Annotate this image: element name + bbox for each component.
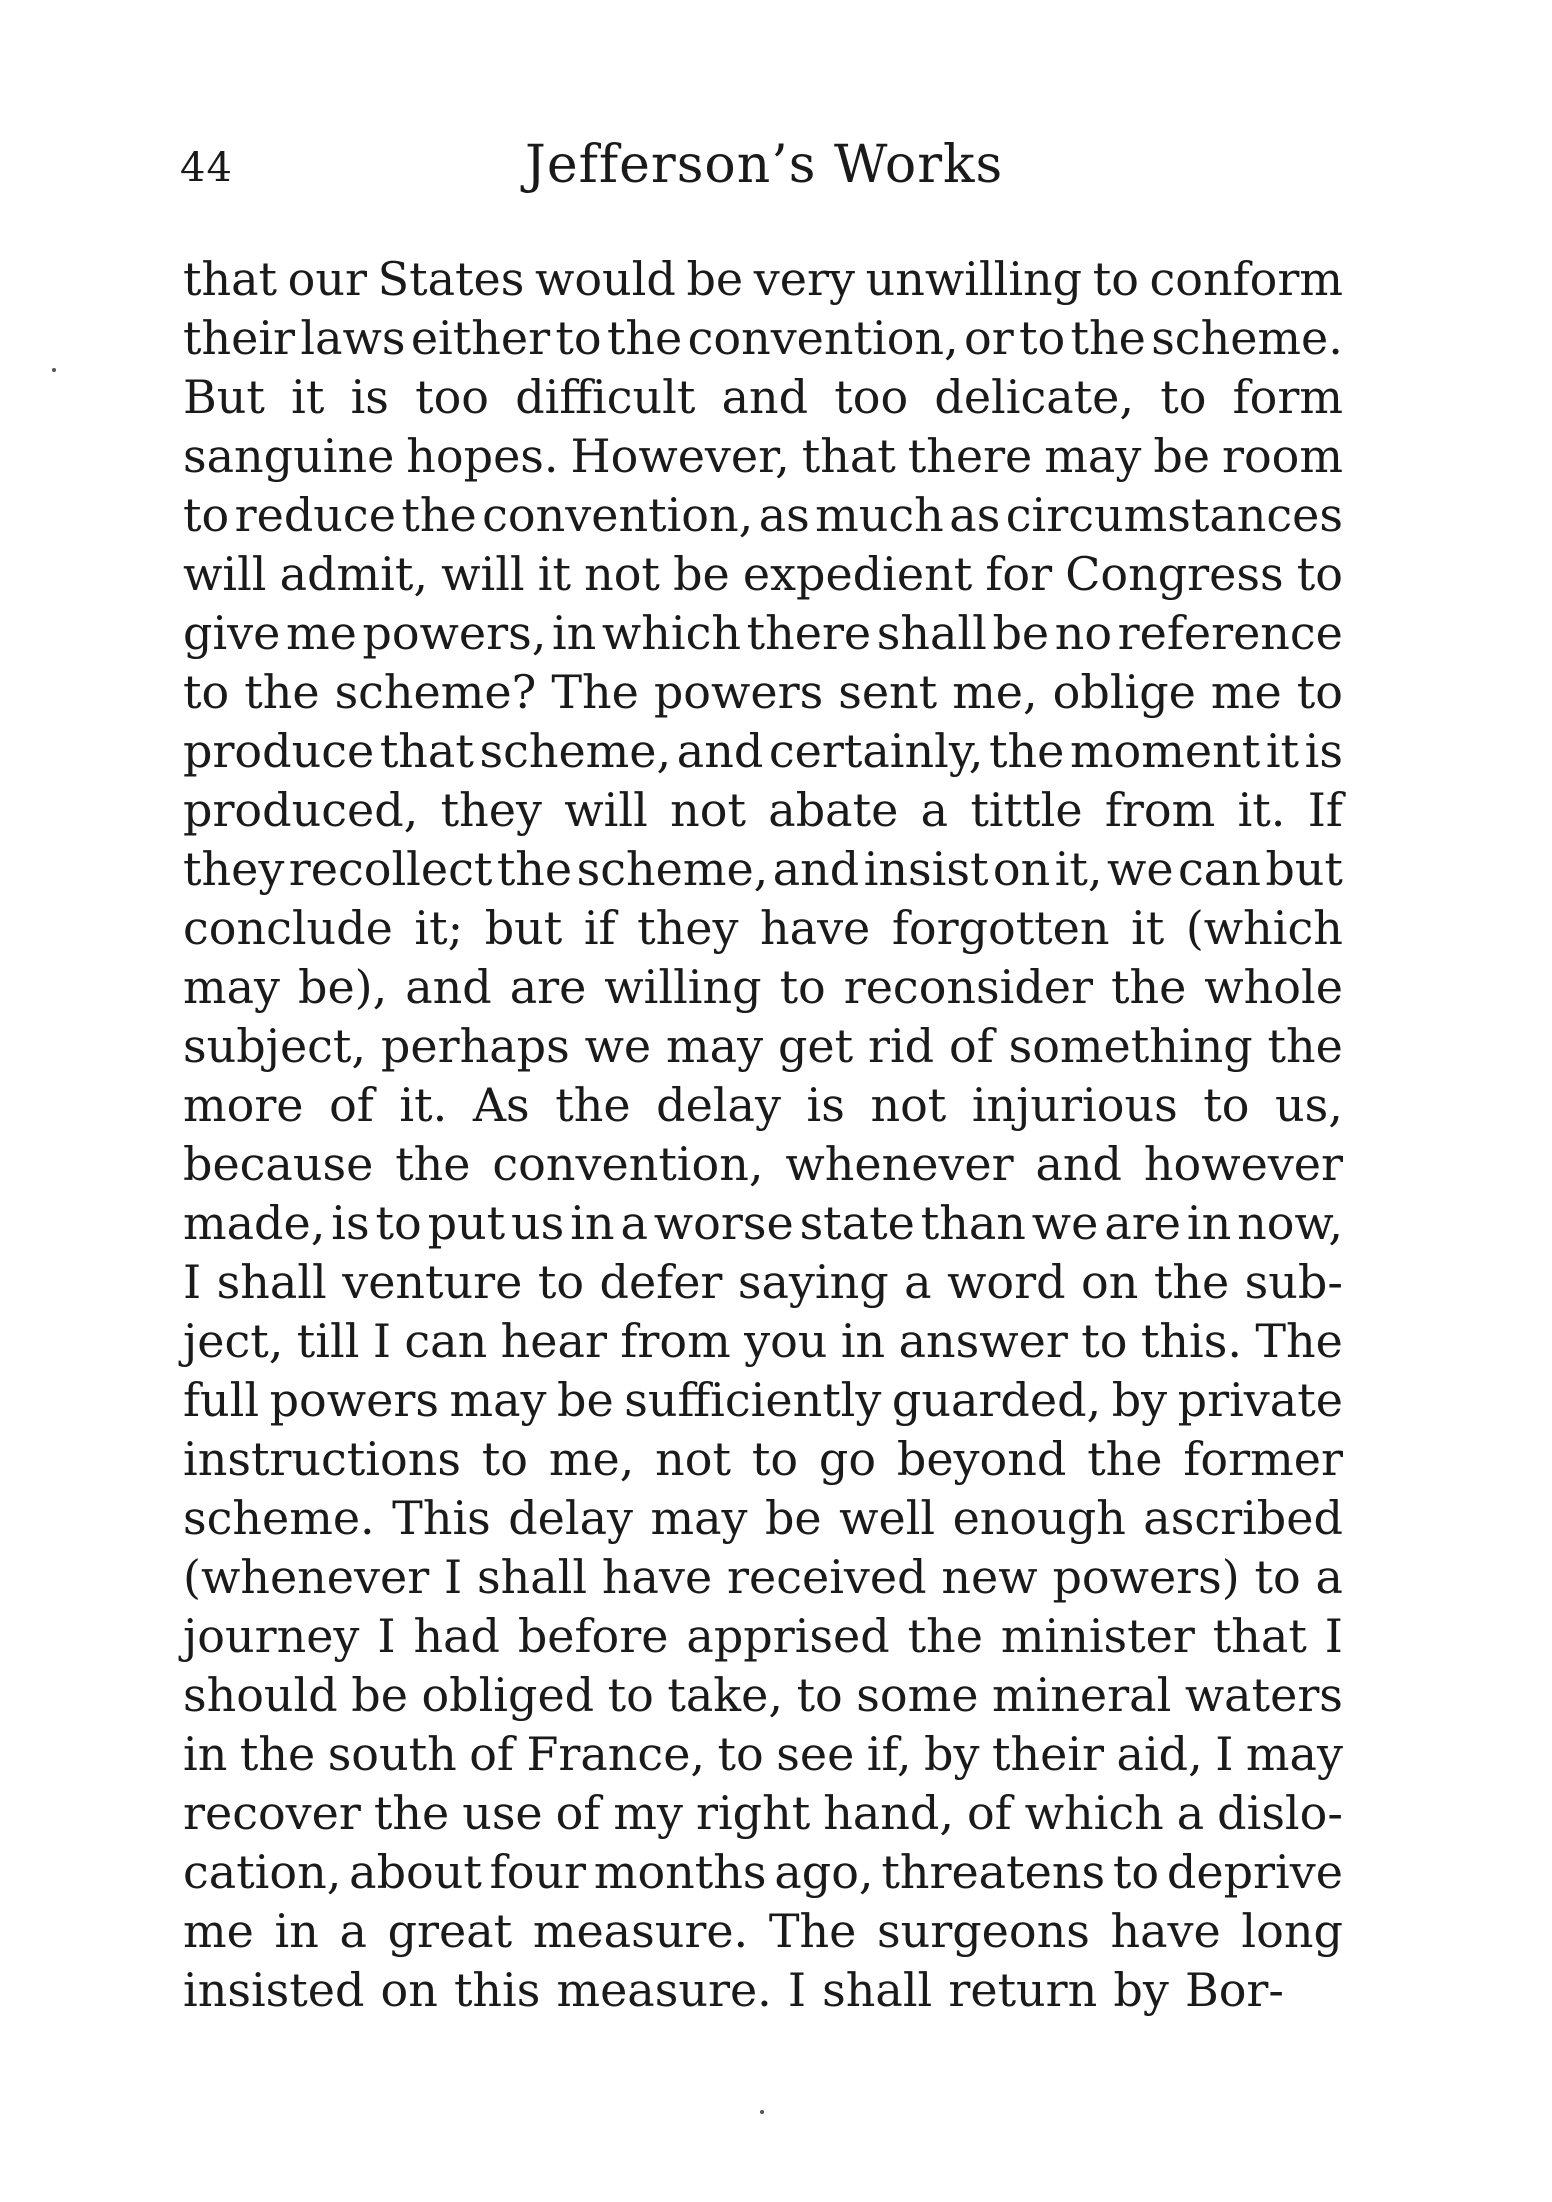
text-line: may be), and are willing to reconsider the whole [183, 960, 1343, 1014]
text-line: insisted on this measure. I shall return by Bor- [183, 1963, 1284, 2017]
text-line: should be obliged to take, to some mineral waters [183, 1668, 1343, 1722]
text-line: full powers may be sufficiently guarded, by private [183, 1373, 1343, 1427]
page-number: 44 [180, 145, 233, 191]
text-line: more of it. As the delay is not injurious to us, [183, 1078, 1343, 1132]
running-head: Jefferson’s Works [525, 135, 1004, 195]
text-line: ject, till I can hear from you in answer to this. The [183, 1314, 1343, 1368]
text-line: produced, they will not abate a tittle from it. If [183, 783, 1343, 837]
text-line: journey I had before apprised the minister that I [183, 1609, 1343, 1663]
text-line: (whenever I shall have received new powers) to a [183, 1550, 1343, 1604]
body-text [183, 250, 1343, 2020]
text-line: me in a great measure. The surgeons have long [183, 1904, 1343, 1958]
text-line: they recollect the scheme, and insist on it, we can but [183, 842, 1343, 896]
text-line: their laws either to the convention, or to the scheme. [183, 311, 1343, 365]
text-line: recover the use of my right hand, of which a dislo- [183, 1786, 1343, 1840]
text-line: sanguine hopes. However, that there may be room [183, 429, 1343, 483]
text-line: cation, about four months ago, threatens to deprive [183, 1845, 1343, 1899]
text-line: to the scheme? The powers sent me, oblige me to [183, 665, 1343, 719]
text-line: because the convention, whenever and however [183, 1137, 1343, 1191]
text-line: made, is to put us in a worse state than we are in now, [183, 1196, 1343, 1250]
text-line: subject, perhaps we may get rid of something the [183, 1019, 1343, 1073]
page-header [180, 135, 1350, 205]
text-line: But it is too difficult and too delicate, to form [183, 370, 1343, 424]
text-line: conclude it; but if they have forgotten it (which [183, 901, 1343, 955]
scan-speck [52, 368, 56, 372]
text-line: scheme. This delay may be well enough ascribed [183, 1491, 1343, 1545]
text-line: I shall venture to defer saying a word on the sub- [183, 1255, 1343, 1309]
text-line: to reduce the convention, as much as circumstances [183, 488, 1343, 542]
text-line: give me powers, in which there shall be no reference [183, 606, 1343, 660]
scan-speck [760, 2110, 764, 2114]
text-line: instructions to me, not to go beyond the former [183, 1432, 1343, 1486]
text-line: produce that scheme, and certainly, the moment it is [183, 724, 1343, 778]
text-line: will admit, will it not be expedient for Congress to [183, 547, 1343, 601]
text-line: in the south of France, to see if, by their aid, I may [183, 1727, 1343, 1781]
text-line: that our States would be very unwilling to conform [183, 252, 1343, 306]
